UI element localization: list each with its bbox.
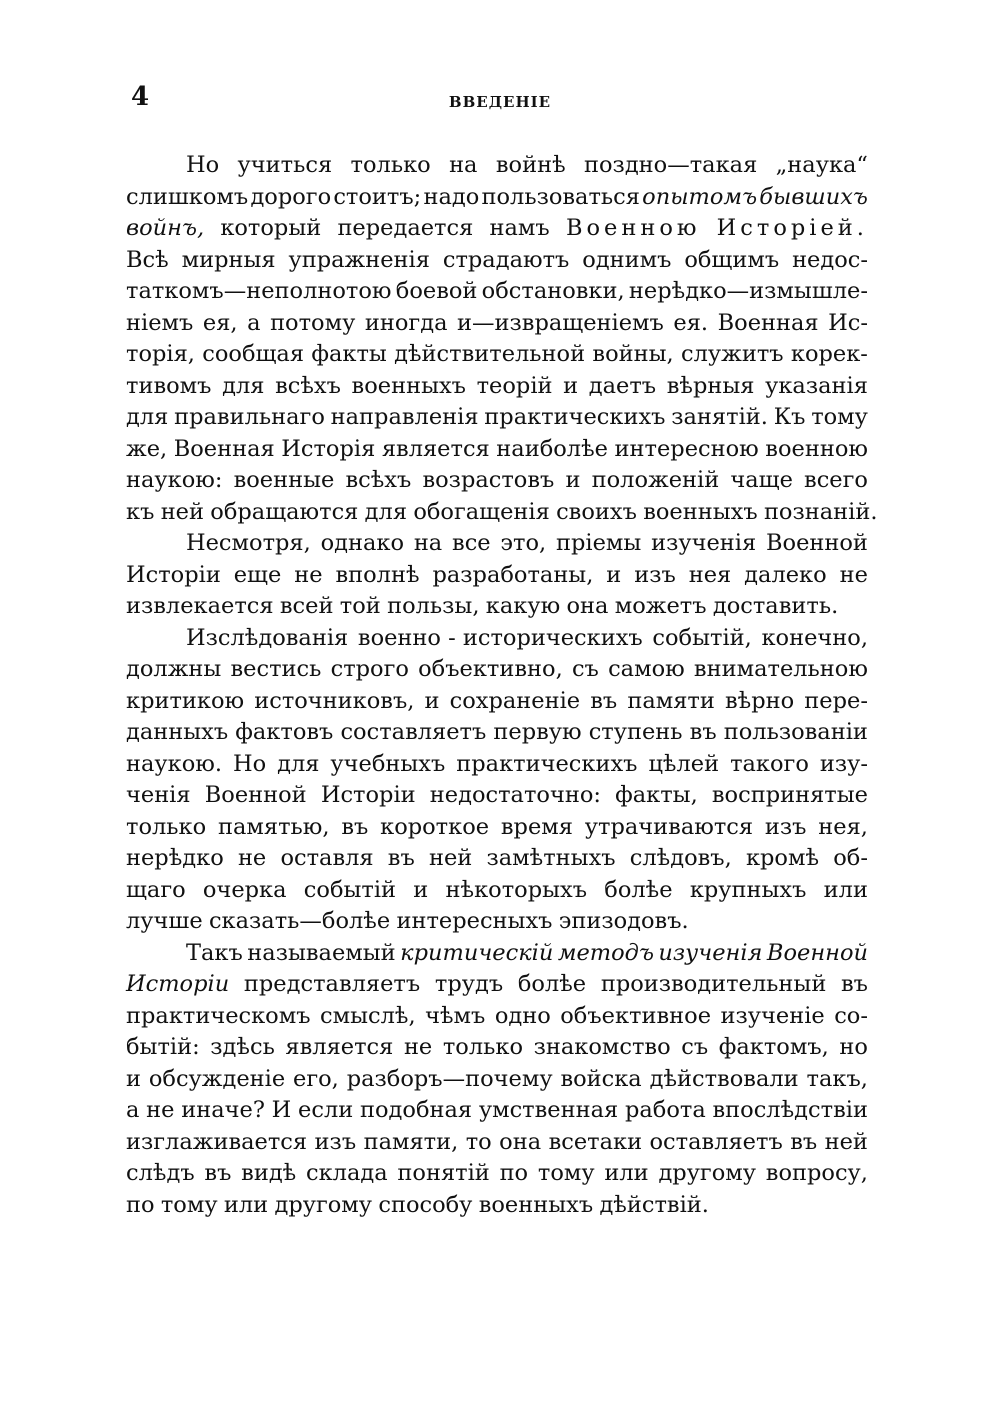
word: всѣхъ	[275, 372, 341, 399]
word: пріемы	[555, 530, 642, 556]
word: еще	[233, 561, 282, 588]
word: интересныхъ	[396, 908, 553, 934]
text-line	[126, 780, 868, 812]
word: изъ	[764, 813, 807, 840]
word: фактовъ	[235, 719, 334, 745]
word: кромѣ	[745, 845, 820, 871]
word: однако	[320, 530, 405, 556]
text-line	[126, 906, 868, 938]
word: понятій	[397, 1160, 490, 1186]
word: общимъ	[684, 246, 780, 273]
word: къ	[126, 498, 155, 525]
text-line	[126, 276, 868, 308]
word: бывшихъ	[759, 183, 868, 210]
word: Военная	[717, 309, 819, 336]
word: военно - историческихъ	[357, 624, 643, 651]
word: слѣдъ	[126, 1160, 195, 1186]
word: Ис-	[828, 309, 868, 336]
word: представляетъ	[243, 971, 421, 997]
word: или	[604, 1160, 649, 1186]
word: вопросу,	[765, 1160, 868, 1186]
word: самою	[608, 656, 685, 682]
word: только	[126, 813, 207, 840]
word: военныхъ	[643, 498, 758, 525]
word: всего	[804, 467, 868, 493]
word: разработаны,	[432, 561, 594, 588]
word: на	[413, 530, 443, 556]
text-line	[126, 245, 868, 277]
word: изъ	[314, 1128, 357, 1155]
word: Всѣ	[126, 246, 169, 273]
word: какую	[485, 593, 561, 619]
text-line	[126, 749, 868, 781]
word: а	[247, 309, 261, 336]
word: событій,	[652, 624, 752, 651]
text-line	[126, 843, 868, 875]
word: пере-	[804, 687, 868, 714]
word: для	[126, 404, 169, 430]
word: однимъ	[582, 246, 672, 273]
word: критикою	[126, 687, 245, 714]
word: строго	[330, 656, 409, 682]
word: только	[350, 152, 431, 178]
word: а	[126, 1097, 140, 1123]
text-line	[126, 465, 868, 497]
word: даетъ	[588, 372, 657, 399]
word: Военной	[765, 530, 868, 556]
word: ченія	[126, 782, 191, 808]
word: передается	[337, 215, 474, 241]
word: чаще	[730, 467, 793, 493]
text-line	[126, 1032, 868, 1064]
word: факты	[311, 341, 387, 367]
text-line	[126, 182, 868, 214]
word: факты,	[615, 782, 698, 808]
word: военные	[233, 467, 335, 493]
word: ней	[824, 1128, 868, 1155]
word: впослѣдствіи	[712, 1097, 868, 1123]
word: со-	[834, 1002, 868, 1029]
text-line	[126, 1064, 868, 1096]
word: Военная	[173, 435, 275, 462]
word: войнъ,	[126, 215, 205, 241]
word: въ	[841, 971, 868, 997]
word: склада	[306, 1160, 388, 1186]
word: изученія	[658, 939, 763, 966]
word: дѣйствительной	[394, 341, 586, 367]
word: щаго	[126, 876, 186, 903]
word: обращаются	[210, 498, 359, 525]
word: это,	[500, 530, 547, 556]
word: практическихъ	[484, 404, 666, 430]
word: таткомъ—неполнотою	[126, 278, 392, 304]
word: положеній	[591, 467, 720, 493]
word: первую	[493, 719, 582, 745]
word: работа	[624, 1097, 706, 1123]
word: въ	[341, 813, 369, 840]
text-line	[126, 969, 868, 1001]
word: одно	[494, 1002, 551, 1029]
word: сказать—болѣе	[208, 908, 391, 934]
word: нея	[688, 561, 732, 588]
word: въ	[689, 719, 717, 745]
word: видѣ	[241, 1160, 297, 1186]
word: и	[563, 372, 579, 399]
word: ней	[160, 498, 204, 525]
word: объективно,	[418, 656, 563, 682]
word: событій	[303, 876, 397, 903]
word: болѣе	[604, 876, 673, 903]
word: интересною	[614, 435, 759, 462]
text-line	[126, 654, 868, 686]
word: замѣтныхъ	[486, 845, 616, 871]
word: наукою.	[126, 750, 222, 777]
word: ступень	[588, 719, 683, 745]
word: познаній.	[763, 498, 878, 525]
word: вѣрно	[725, 687, 795, 714]
word: дѣйствій.	[599, 1191, 709, 1218]
text-line	[126, 1001, 868, 1033]
word: или	[223, 1191, 269, 1218]
text-line	[126, 1190, 868, 1222]
text-line	[126, 402, 868, 434]
word: Военной	[204, 782, 307, 808]
word: въ	[204, 1160, 232, 1186]
word: для	[364, 498, 408, 525]
word: является	[285, 1034, 394, 1060]
word: Военной	[766, 939, 868, 966]
word: пользованіи	[723, 719, 868, 745]
word: объективное	[560, 1002, 712, 1029]
text-line	[126, 1127, 868, 1159]
word: подобная	[360, 1097, 473, 1123]
word: внимательною	[693, 656, 868, 682]
text-line	[126, 560, 868, 592]
word: но	[839, 1034, 868, 1060]
word: по	[499, 1160, 529, 1186]
word: она	[566, 593, 609, 619]
word: нерѣдко—измышле-	[628, 278, 868, 304]
word: дорого	[250, 183, 332, 210]
word: не	[237, 845, 267, 871]
word: иначе?	[181, 1097, 265, 1123]
word: памяти,	[363, 1128, 459, 1155]
word: эпизодовъ.	[558, 908, 689, 934]
word: съ	[571, 656, 599, 682]
word: и	[413, 876, 429, 903]
word: направленія	[330, 404, 479, 430]
text-line	[126, 717, 868, 749]
word: Но	[232, 750, 267, 777]
word: Исторіи	[126, 971, 230, 997]
word: только	[442, 1034, 523, 1060]
word: нерѣдко	[126, 845, 224, 871]
word: ней	[428, 845, 473, 871]
word: учиться	[237, 152, 333, 178]
word: называемый	[247, 939, 396, 966]
word: Военною	[565, 215, 701, 241]
word: производительный	[600, 971, 827, 997]
word: „наука“	[775, 152, 868, 178]
word: другому	[274, 1191, 373, 1218]
word: всетаки	[548, 1128, 643, 1155]
word: об-	[833, 845, 868, 871]
word: наукою:	[126, 467, 223, 493]
word: указанія	[765, 372, 868, 399]
word: нея,	[818, 813, 868, 840]
word: намъ	[489, 215, 550, 241]
word: можетъ	[614, 593, 707, 619]
word: или	[823, 876, 868, 903]
word: Но	[186, 152, 220, 178]
word: тому	[160, 1191, 218, 1218]
word: надо	[423, 183, 480, 210]
word: иногда	[364, 309, 448, 336]
word: и—извращеніемъ	[457, 309, 664, 336]
word: является	[381, 435, 490, 462]
word: очерка	[202, 876, 287, 903]
text-line	[126, 1095, 868, 1127]
word: вестись	[230, 656, 322, 682]
text-line	[126, 623, 868, 655]
word: данныхъ	[126, 719, 229, 745]
word: не	[294, 561, 323, 588]
word: лучше	[126, 908, 203, 934]
word: Исторіи	[126, 561, 221, 588]
word: пользы,	[387, 593, 480, 619]
word: ея,	[202, 309, 238, 336]
word: изглаживается	[126, 1128, 308, 1155]
text-line	[126, 591, 868, 623]
word: Исторія	[281, 435, 376, 462]
word: практическихъ	[456, 750, 638, 777]
word: памятью,	[217, 813, 330, 840]
word: тому	[811, 404, 868, 430]
word: недос-	[792, 246, 868, 273]
word: обстановки,	[481, 278, 625, 304]
word: мирныя	[181, 246, 276, 273]
word: недостаточно:	[429, 782, 601, 808]
word: умственная	[478, 1097, 619, 1123]
word: сохраненіе	[449, 687, 581, 714]
word: доставить.	[712, 593, 839, 619]
word: утрачиваются	[584, 813, 754, 840]
text-line	[126, 938, 868, 970]
word: не	[403, 1034, 433, 1060]
word: тому	[537, 1160, 595, 1186]
word: своихъ	[556, 498, 637, 525]
running-title: ВВЕДЕНІЕ	[448, 93, 552, 111]
word: обогащенія	[413, 498, 550, 525]
word: служитъ	[681, 341, 784, 367]
word: она	[499, 1128, 542, 1155]
text-line	[126, 1158, 868, 1190]
word: И	[271, 1097, 292, 1123]
word: источниковъ,	[254, 687, 415, 714]
word: потому	[270, 309, 356, 336]
word: нѣкоторыхъ	[445, 876, 588, 903]
word: Изслѣдованія	[186, 624, 349, 651]
word: учебныхъ	[330, 750, 446, 777]
word: изученія	[651, 530, 757, 556]
text-line	[126, 150, 868, 182]
word: съ	[681, 1034, 709, 1060]
word: здѣсь	[210, 1034, 275, 1060]
word: опытомъ	[642, 183, 758, 210]
word: то	[465, 1128, 492, 1155]
word: болѣе	[517, 971, 587, 997]
word: занятій.	[671, 404, 768, 430]
word: военною	[765, 435, 868, 462]
word: оставляетъ	[649, 1128, 783, 1155]
word: ніемъ	[126, 309, 194, 336]
word: поздно—такая	[584, 152, 758, 178]
word: страдаютъ	[442, 246, 570, 273]
word: составляетъ	[340, 719, 487, 745]
word: должны	[126, 656, 222, 682]
word: войска	[560, 1065, 642, 1092]
word: обсужденіе	[148, 1065, 286, 1092]
word: извлекается	[126, 593, 274, 619]
word: въ	[590, 687, 618, 714]
word: Несмотря,	[186, 530, 311, 556]
word: ея.	[673, 309, 709, 336]
text-line	[126, 213, 868, 245]
word: не	[146, 1097, 175, 1123]
word: войны,	[592, 341, 674, 367]
word: вполнѣ	[335, 561, 420, 588]
word: по	[126, 1191, 155, 1218]
word: такъ,	[806, 1065, 868, 1092]
word: трудъ	[434, 971, 504, 997]
word: который	[220, 215, 322, 241]
word: фактомъ,	[718, 1034, 829, 1060]
word: изъ	[634, 561, 676, 588]
word: возрастовъ	[422, 467, 555, 493]
word: всѣхъ	[345, 467, 412, 493]
word: не	[839, 561, 868, 588]
word: наиболѣе	[496, 435, 608, 462]
word: если	[298, 1097, 354, 1123]
word: конечно,	[761, 624, 868, 651]
word: цѣлей	[648, 750, 720, 777]
word: въ	[387, 845, 415, 871]
word: торія,	[126, 341, 195, 367]
word: Такъ	[186, 939, 243, 966]
text-line	[126, 812, 868, 844]
word: способу	[378, 1191, 473, 1218]
word: изу-	[819, 750, 868, 777]
word: дѣйствовали	[649, 1065, 799, 1092]
word: въ	[790, 1128, 818, 1155]
word: такого	[730, 750, 809, 777]
text-line	[126, 434, 868, 466]
word: теорій	[476, 372, 553, 399]
word: далеко	[744, 561, 827, 588]
word: его,	[293, 1065, 339, 1092]
text-line	[126, 308, 868, 340]
word: и	[126, 1065, 141, 1092]
word: Къ	[773, 404, 806, 430]
text-line	[126, 339, 868, 371]
word: чѣмъ	[425, 1002, 486, 1029]
word: короткое	[380, 813, 490, 840]
word: памяти	[627, 687, 715, 714]
word: тивомъ	[126, 372, 212, 399]
word: военныхъ	[478, 1191, 594, 1218]
word: знакомство	[533, 1034, 671, 1060]
word: правильнаго	[174, 404, 325, 430]
word: Исторіей.	[716, 215, 868, 241]
word: для	[277, 750, 320, 777]
word: упражненія	[288, 246, 430, 273]
word: оставля	[280, 845, 374, 871]
word: критическій	[400, 939, 554, 966]
word: слишкомъ	[126, 183, 249, 210]
word: крупныхъ	[689, 876, 807, 903]
word: слѣдовъ,	[629, 845, 732, 871]
text-line	[126, 686, 868, 718]
text-line	[126, 371, 868, 403]
word: Исторіи	[320, 782, 416, 808]
text-line	[126, 875, 868, 907]
word: все	[452, 530, 491, 556]
word: войнѣ	[495, 152, 566, 178]
word: смыслѣ,	[320, 1002, 416, 1029]
word: вѣрныя	[666, 372, 755, 399]
word: и	[424, 687, 440, 714]
word: практическомъ	[126, 1002, 311, 1029]
word: бытій:	[126, 1034, 200, 1060]
word: боевой	[395, 278, 478, 304]
text-line	[126, 497, 878, 529]
word: методъ	[557, 939, 654, 966]
word: сообщая	[202, 341, 305, 367]
word: всей	[279, 593, 334, 619]
word: корек-	[790, 341, 868, 367]
word: время	[500, 813, 573, 840]
word: и	[565, 467, 581, 493]
word: другому	[658, 1160, 757, 1186]
word: пользоваться	[481, 183, 640, 210]
page-number: 4	[131, 82, 150, 112]
word: на	[449, 152, 478, 178]
word: изученіе	[720, 1002, 825, 1029]
word: той	[339, 593, 381, 619]
word: воспринятые	[711, 782, 868, 808]
word: разборъ—почему	[346, 1065, 553, 1092]
word: и	[606, 561, 622, 588]
word: военныхъ	[351, 372, 466, 399]
word: стоитъ;	[333, 183, 422, 210]
text-line	[126, 528, 868, 560]
body-text	[126, 150, 878, 1221]
word: же,	[126, 435, 168, 462]
word: для	[222, 372, 265, 399]
